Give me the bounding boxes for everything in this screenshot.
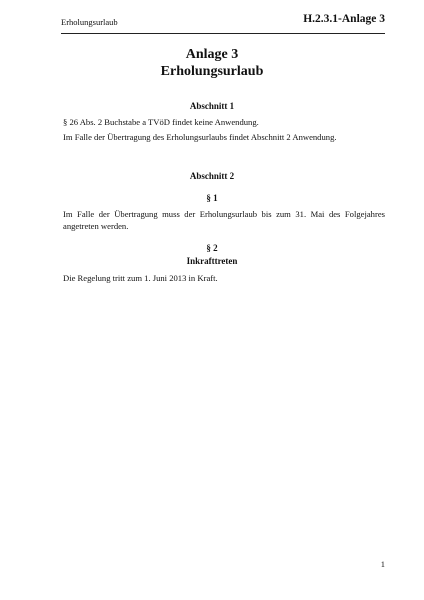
title-line-1: Anlage 3 bbox=[185, 47, 239, 62]
paragraph-2-subheading: Inkrafttreten bbox=[186, 256, 238, 266]
page-number: 1 bbox=[380, 559, 385, 569]
page-header bbox=[61, 13, 385, 34]
paragraph-heading-1: § 1 bbox=[206, 193, 218, 203]
paragraph-1-text: Im Falle der Übertragung muss der Erholungsurlaub bis zum 31. Mai des Folgejahres angetreten werden. bbox=[63, 209, 385, 231]
section-heading-abschnitt-1: Abschnitt 1 bbox=[189, 101, 235, 111]
paragraph-heading-2: § 2 bbox=[206, 243, 218, 253]
abschnitt-1-line-2: Im Falle der Übertragung des Erholungsurlaubs findet Abschnitt 2 Anwendung. bbox=[63, 132, 337, 142]
header-reference: H.2.3.1-Anlage 3 bbox=[303, 13, 385, 25]
title-line-2: Erholungsurlaub bbox=[160, 64, 264, 79]
abschnitt-1-line-1: § 26 Abs. 2 Buchstabe a TVöD findet keine Anwendung. bbox=[63, 117, 259, 127]
paragraph-2-text: Die Regelung tritt zum 1. Juni 2013 in Kraft. bbox=[63, 273, 218, 283]
section-heading-abschnitt-2: Abschnitt 2 bbox=[189, 171, 235, 181]
document-title bbox=[0, 46, 424, 80]
header-topic: Erholungsurlaub bbox=[61, 17, 118, 27]
